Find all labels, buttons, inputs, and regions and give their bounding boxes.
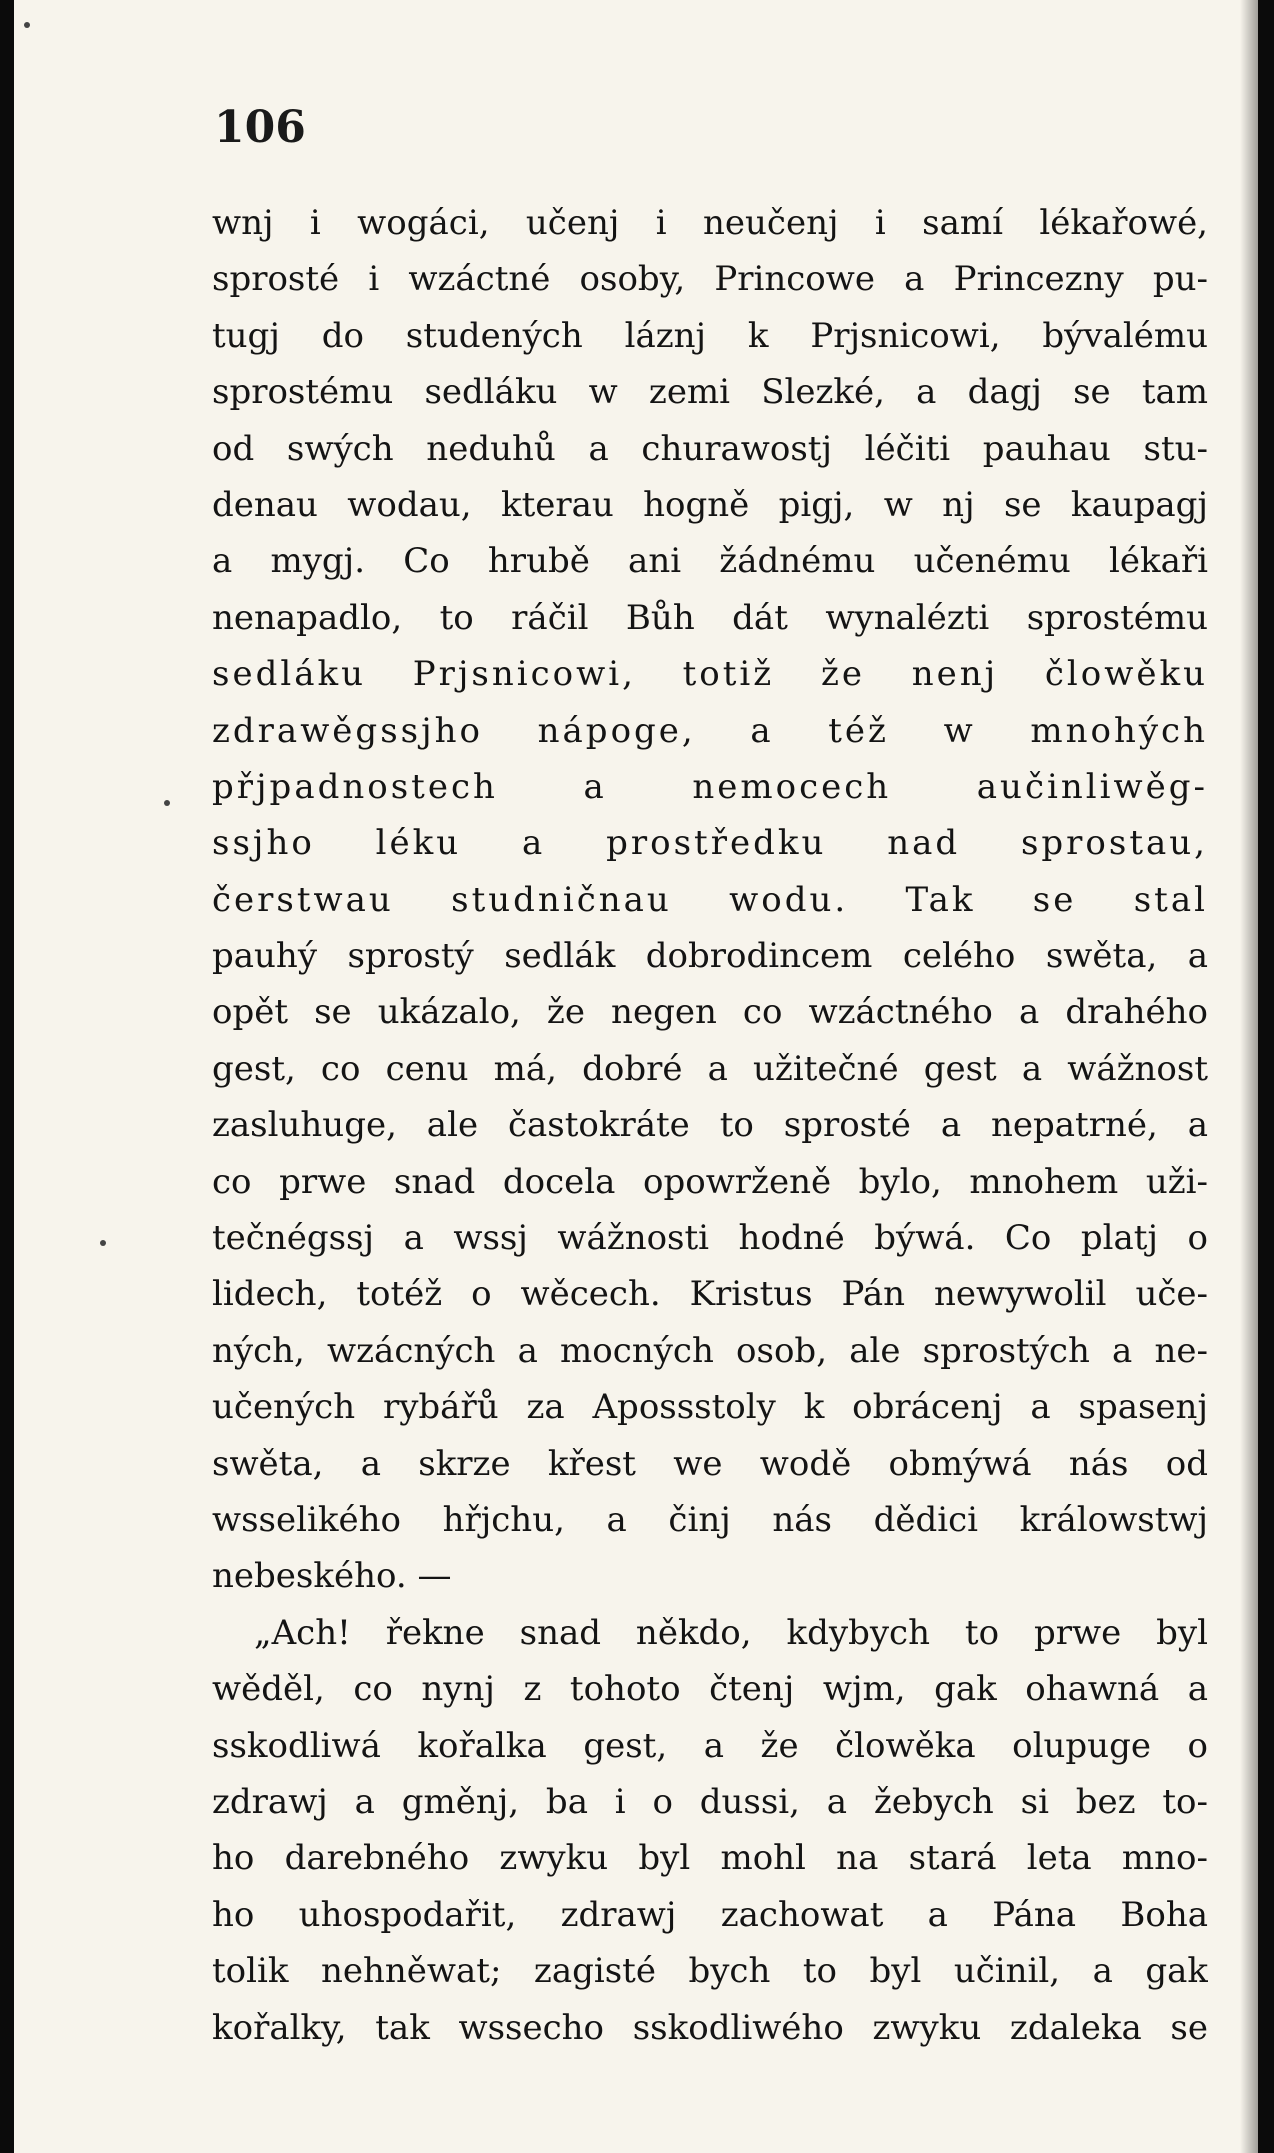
text-line: wěděl, co nynj z tohoto čtenj wjm, gak ohawná a	[212, 1669, 1208, 1710]
text-line-emphasis: čerstwau studničnau wodu. Tak se stal	[212, 879, 1208, 920]
text-line-emphasis: ssjho léku a prostředku nad sprostau,	[212, 823, 1208, 864]
text-line: „Ach! řekne snad někdo, kdybych to prwe byl	[254, 1612, 1208, 1653]
text-line: sskodliwá kořalka gest, a že člowěka olupuge o	[212, 1725, 1208, 1766]
text-line: zasluhuge, ale častokráte to sprosté a nepatrné, a	[212, 1105, 1208, 1146]
text-line: zdrawj a gměnj, ba i o dussi, a žebych si bez to-	[212, 1781, 1208, 1822]
text-line: gest, co cenu má, dobré a užitečné gest a wážnost	[212, 1048, 1208, 1089]
text-line: ných, wzácných a mocných osob, ale sprostých a ne-	[212, 1330, 1208, 1371]
text-line: sprosté i wzáctné osoby, Princowe a Princezny pu-	[212, 259, 1208, 300]
body-text	[212, 195, 1208, 2056]
text-line: pauhý sprostý sedlák dobrodincem celého swěta, a	[212, 936, 1208, 977]
text-line-emphasis: sedláku Prjsnicowi, totiž že nenj člowěku	[212, 654, 1208, 695]
text-line: tečnégssj a wssj wážnosti hodné býwá. Co platj o	[212, 1218, 1208, 1259]
ink-speck	[24, 22, 30, 28]
text-line: ho uhospodařit, zdrawj zachowat a Pána Boha	[212, 1894, 1208, 1935]
text-line: wsselikého hřjchu, a činj nás dědici králowstwj	[212, 1499, 1208, 1540]
text-line: lidech, totéž o wěcech. Kristus Pán newywolil uče-	[212, 1274, 1208, 1315]
text-line: od swých neduhů a churawostj léčiti pauhau stu-	[212, 428, 1208, 469]
text-line: wnj i wogáci, učenj i neučenj i samí lékařowé,	[212, 203, 1208, 243]
text-line: tugj do studených láznj k Prjsnicowi, bývalému	[212, 315, 1208, 356]
text-line: opět se ukázalo, že negen co wzáctného a drahého	[212, 992, 1208, 1033]
text-line: nebeského. —	[212, 1556, 452, 1597]
ink-speck	[100, 1240, 106, 1246]
text-line: swěta, a skrze křest we wodě obmýwá nás od	[212, 1443, 1208, 1484]
text-line-emphasis: zdrawěgssjho nápoge, a též w mnohých	[212, 710, 1208, 751]
page-number: 106	[214, 102, 306, 153]
text-line: co prwe snad docela opowrženě bylo, mnohem uži-	[212, 1161, 1208, 1202]
text-line: sprostému sedláku w zemi Slezké, a dagj se tam	[212, 372, 1208, 413]
text-line: kořalky, tak wssecho sskodliwého zwyku zdaleka se	[212, 2007, 1208, 2048]
text-line-emphasis: přjpadnostech a nemocech aučinliwěg-	[212, 766, 1208, 807]
text-line: denau wodau, kterau hogně pigj, w nj se kaupagj	[212, 484, 1208, 525]
ink-speck	[164, 800, 170, 806]
text-line: nenapadlo, to ráčil Bůh dát wynalézti sprostému	[212, 597, 1208, 638]
page-edge-shadow	[1240, 0, 1258, 2153]
text-line: a mygj. Co hrubě ani žádnému učenému lékaři	[212, 541, 1208, 582]
book-page	[14, 0, 1258, 2153]
text-line: ho darebného zwyku byl mohl na stará leta mno-	[212, 1838, 1208, 1879]
text-line: tolik nehněwat; zagisté bych to byl učinil, a gak	[212, 1951, 1208, 1992]
text-line: učených rybářů za Apossstoly k obrácenj a spasenj	[212, 1387, 1208, 1428]
